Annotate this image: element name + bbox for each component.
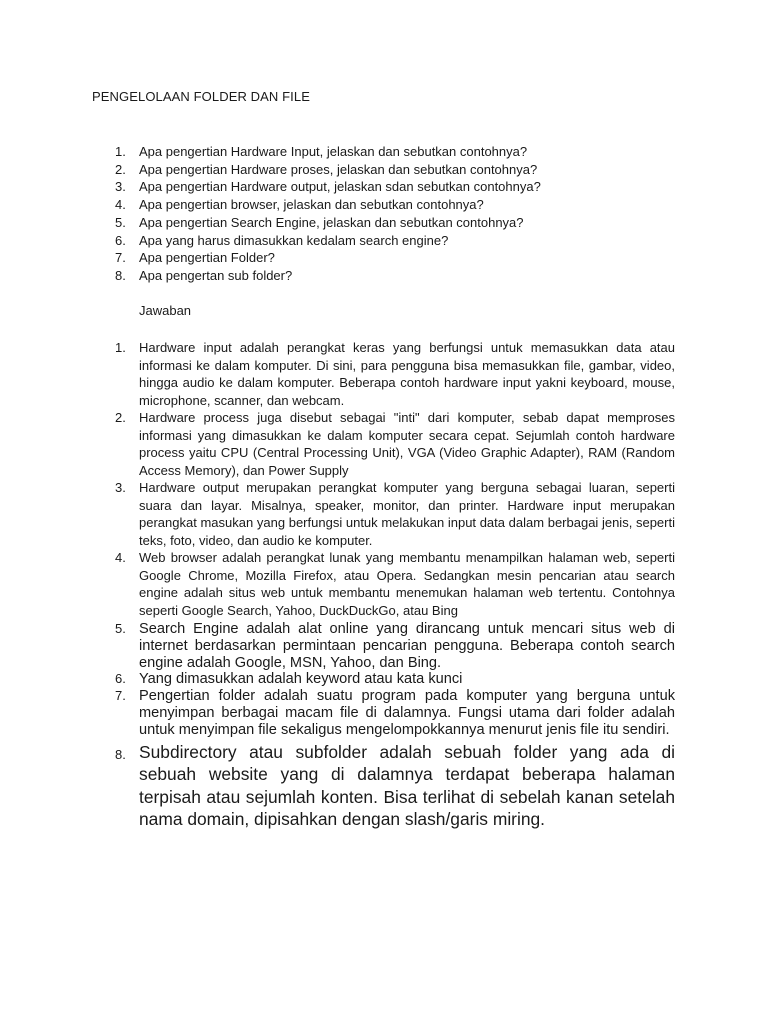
question-item (115, 249, 675, 267)
question-text: Apa pengertian Hardware proses, jelaskan dan sebutkan contohnya? (139, 161, 538, 177)
question-item (115, 214, 675, 232)
question-text: Apa pengertian Folder? (139, 250, 275, 266)
answer-number: 1. (115, 340, 126, 355)
question-number: 2. (115, 161, 126, 177)
answer-text: Hardware output merupakan perangkat komputer yang berguna sebagai luaran, seperti suara dan layar. Misalnya, speaker, monitor, dan printer. Hardware input merupakan perangkat masukan yang berfungsi untuk melakukan input data dalam berbagai jenis, seperti teks, foto, video, dan audio ke komputer. (139, 480, 675, 548)
answer-item (115, 339, 675, 409)
question-text: Apa yang harus dimasukkan kedalam search engine? (139, 232, 449, 248)
answer-number: 5. (115, 621, 126, 636)
question-number: 4. (115, 197, 126, 213)
answer-number: 4. (115, 550, 126, 565)
answer-text: Pengertian folder adalah suatu program pada komputer yang berguna untuk menyimpan berbagai macam file di dalamnya. Fungsi utama dari folder adalah untuk menyimpan file sekaligus mengelompokkannya menurut jenis file itu sendiri. (139, 688, 675, 738)
question-number: 8. (115, 267, 126, 283)
question-text: Apa pengertian Hardware Input, jelaskan dan sebutkan contohnya? (139, 144, 528, 159)
answer-number: 2. (115, 410, 126, 425)
question-number: 6. (115, 232, 126, 248)
answer-text: Subdirectory atau subfolder adalah sebuah folder yang ada di sebuah website yang di dalamnya terdapat beberapa halaman terpisah atau sejumlah konten. Bisa terlihat di sebelah kanan setelah nama domain, dipisahkan dengan slash/garis miring. (139, 741, 675, 830)
question-text: Apa pengertian Search Engine, jelaskan dan sebutkan contohnya? (139, 214, 524, 230)
answer-number: 6. (115, 671, 126, 687)
question-item (115, 161, 675, 179)
question-number: 5. (115, 214, 126, 230)
answer-item (115, 479, 675, 549)
question-item (115, 143, 675, 161)
question-item (115, 232, 675, 250)
question-item (115, 196, 675, 214)
question-item (115, 267, 675, 285)
answer-number: 7. (115, 688, 126, 704)
answer-text: Search Engine adalah alat online yang dirancang untuk mencari situs web di internet berdasarkan permintaan pencarian pengguna. Beberapa contoh search engine adalah Google, MSN, Yahoo, dan Bing. (139, 621, 675, 671)
answer-item (115, 549, 675, 619)
answer-text: Web browser adalah perangkat lunak yang membantu menampilkan halaman web, seperti Google Chrome, Mozilla Firefox, atau Opera. Sedangkan mesin pencarian atau search engine adalah situs web untuk membantu menemukan halaman web tertentu. Contohnya seperti Google Search, Yahoo, DuckDuckGo, atau Bing (139, 550, 675, 618)
answer-text: Yang dimasukkan adalah keyword atau kata kunci (139, 671, 463, 688)
answer-number: 8. (115, 746, 126, 762)
answer-item (115, 688, 675, 738)
question-item (115, 178, 675, 196)
question-number: 7. (115, 250, 126, 266)
answer-item (115, 741, 675, 831)
answer-text: Hardware process juga disebut sebagai "inti" dari komputer, sebab dapat memproses informasi yang dimasukkan ke dalam komputer secara cepat. Sejumlah contoh hardware process yaitu CPU (Central Processing Unit), VGA (Video Graphic Adapter), RAM (Random Access Memory), dan Power Supply (139, 410, 675, 478)
answer-item (115, 409, 675, 479)
answer-text: Hardware input adalah perangkat keras yang berfungsi untuk memasukkan data atau informasi ke dalam komputer. Di sini, para pengguna bisa memasukkan file, gambar, video, hingga audio ke dalam komputer. Beberapa contoh hardware input yakni keyboard, mouse, microphone, scanner, dan webcam. (139, 340, 675, 408)
question-text: Apa pengertian browser, jelaskan dan sebutkan contohnya? (139, 197, 484, 213)
question-text: Apa pengertian Hardware output, jelaskan sdan sebutkan contohnya? (139, 179, 541, 195)
answer-item (115, 671, 675, 688)
answer-list (115, 339, 675, 831)
question-list (115, 143, 675, 285)
answers-heading: Jawaban (139, 303, 192, 318)
question-text: Apa pengertan sub folder? (139, 267, 293, 283)
question-number: 3. (115, 179, 126, 195)
answer-item (115, 621, 675, 671)
question-number: 1. (115, 144, 126, 159)
document-title: PENGELOLAAN FOLDER DAN FILE (92, 89, 310, 104)
answer-number: 3. (115, 480, 126, 495)
